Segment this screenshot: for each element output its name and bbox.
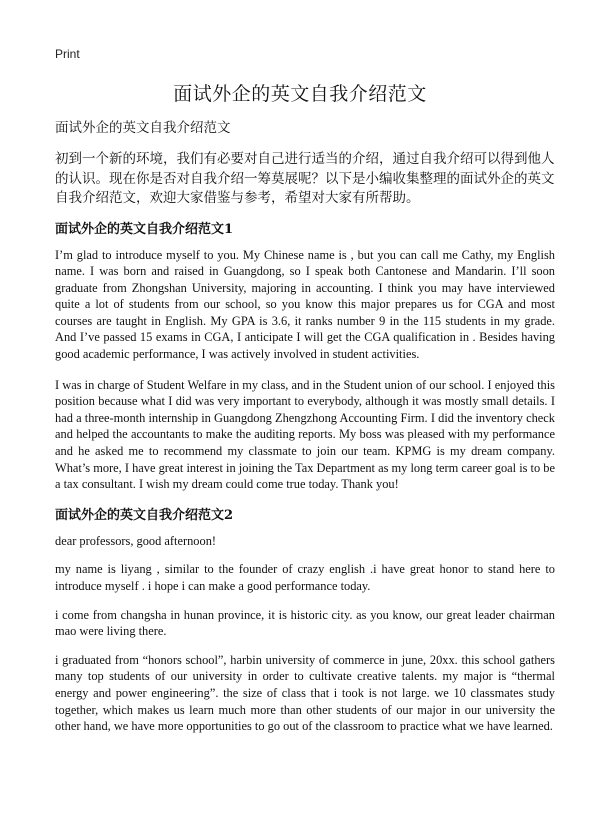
section-2-paragraph-1: dear professors, good afternoon!	[55, 533, 217, 548]
section-1-paragraph-1: I’m glad to introduce myself to you. My Chinese name is , but you can call me Cathy, my English name. I was born and raised in Guangdong, so I speak both Cantonese and Mandarin. I’ll soon graduate from Zhongshan University, majoring in accounting. I think you may have interviewed quite a lot of students from our school, so you know this major prepares us for CGA and most courses are taught in English. My GPA is 3.6, it ranks number 9 in the 115 students in my grade. And I’ve passed 15 exams in CGA, I anticipate I will get the CGA qualification in . Besides having good academic performance, I was actively involved in student activities.	[55, 247, 555, 362]
print-link[interactable]: Print	[55, 47, 80, 61]
document-body	[55, 118, 555, 747]
document-title: 面试外企的英文自我介绍范文	[173, 83, 427, 105]
document-subtitle: 面试外企的英文自我介绍范文	[55, 120, 231, 136]
section-1-paragraph-2: I was in charge of Student Welfare in my class, and in the Student union of our school. I enjoyed this position because what I did was very important to everybody, although it was mostly small details. I had a three-month internship in Guangdong Zhengzhong Accounting Firm. I did the inventory check and helped the accountants to make the auditing reports. My boss was pleased with my performance and he asked me to recommend my classmate to join our team. KPMG is my dream company. What’s more, I have great interest in joining the Tax Department as my long term career goal is to be a tax consultant. I wish my dream could come true today. Thank you!	[55, 377, 555, 492]
section-2-paragraph-4: i graduated from “honors school”, harbin university of commerce in june, 20xx. this school gathers many top students of our university in order to cultivate creative talents. my major is “thermal energy and power engineering”. the size of class that i took is not large. we 10 classmates study together, which makes us learn much more than other students of our major in our university the other hand, we have more opportunities to go out of the classroom to practice what we have learned.	[55, 652, 555, 734]
section-heading-2: 面试外企的英文自我介绍范文2	[55, 507, 234, 523]
intro-paragraph: 初到一个新的环境，我们有必要对自己进行适当的介绍，通过自我介绍可以得到他人的认识。现在你是否对自我介绍一筹莫展呢？以下是小编收集整理的面试外企的英文自我介绍范文，欢迎大家借鉴与参考，希望对大家有所帮助。	[55, 151, 555, 206]
section-heading-1: 面试外企的英文自我介绍范文1	[55, 221, 234, 237]
section-2-paragraph-2: my name is liyang , similar to the founder of crazy english .i have great honor to stand here to introduce myself . i hope i can make a good performance today.	[55, 562, 555, 593]
section-2-paragraph-3: i come from changsha in hunan province, it is historic city. as you know, our great leader chairman mao were living there.	[55, 607, 555, 639]
